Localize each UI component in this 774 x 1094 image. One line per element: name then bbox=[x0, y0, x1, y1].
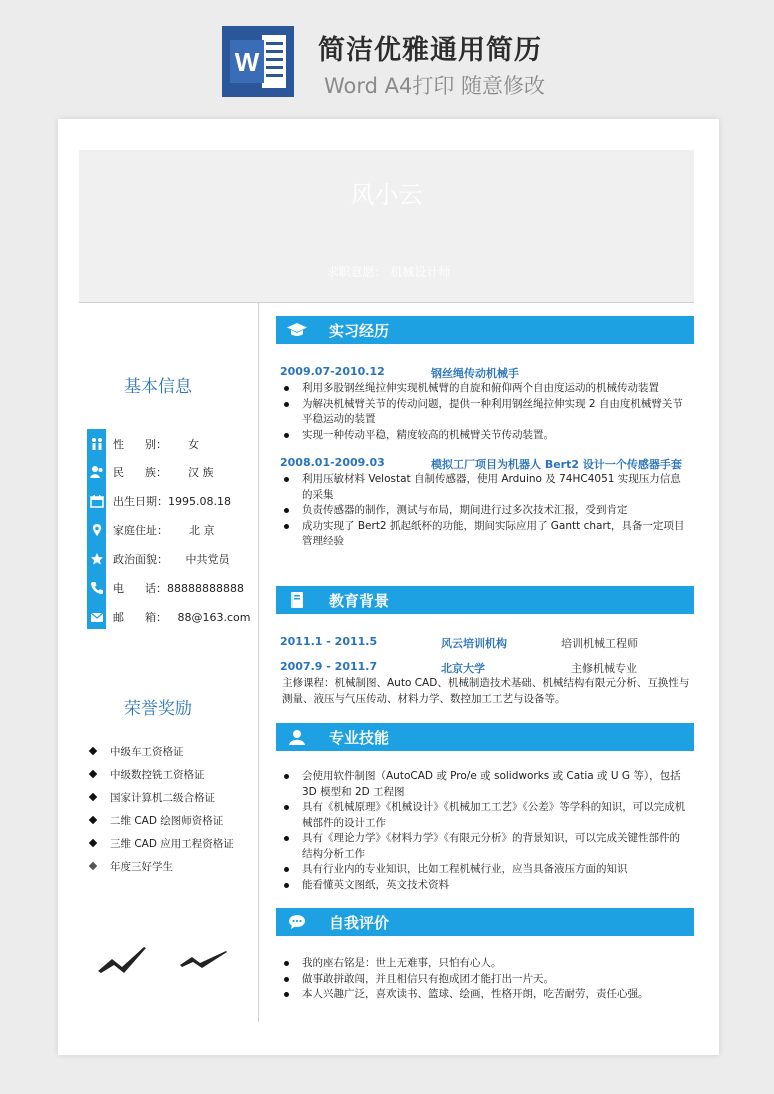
user-icon bbox=[286, 727, 308, 747]
list-item: 为解决机械臂关节的传动问题，提供一种利用钢丝绳拉伸实现 2 自由度机械臂关节平稳运动的装置 bbox=[282, 397, 687, 428]
info-birthdate: 出生日期：1995.08.18 bbox=[113, 495, 231, 508]
education-1-period: 2011.1 - 2011.5 bbox=[280, 635, 378, 648]
column-divider bbox=[258, 302, 259, 1022]
phone-icon bbox=[87, 578, 106, 598]
list-item: 做事敢拼敢闯，并且相信只有抱成团才能打出一片天。 bbox=[282, 972, 687, 988]
honor-item: 中级车工资格证 bbox=[90, 745, 234, 768]
section-education-title: 教育背景 bbox=[329, 592, 390, 610]
internship-1-project: 钢丝绳传动机械手 bbox=[431, 367, 519, 380]
list-item: 本人兴趣广泛，喜欢读书、篮球、绘画，性格开朗，吃苦耐劳，责任心强。 bbox=[282, 987, 687, 1003]
list-item: 会使用软件制图（AutoCAD 或 Pro/e 或 solidworks 或 Catia 或 U G 等），包括 3D 模型和 2D 工程图 bbox=[282, 769, 687, 800]
section-education bbox=[276, 586, 694, 614]
internship-2-project: 模拟工厂项目为机器人 Bert2 设计一个传感器手套 bbox=[431, 458, 682, 471]
skills-bullets bbox=[282, 769, 687, 893]
list-item: 具有行业内的专业知识，比如工程机械行业，应当具备液压方面的知识 bbox=[282, 862, 687, 878]
education-courses: 主修课程：机械制图、Auto CAD、机械制造技术基础、机械结构有限元分析、互换性与测量、液压与气压传动、材料力学、数控加工工艺与设备等。 bbox=[282, 677, 690, 705]
info-address: 家庭住址： 北 京 bbox=[113, 524, 215, 537]
education-2-major: 主修机械专业 bbox=[571, 662, 637, 675]
mail-icon bbox=[87, 607, 106, 627]
section-skills-title: 专业技能 bbox=[329, 729, 390, 747]
candidate-name: 风小云 bbox=[350, 181, 423, 209]
calendar-icon bbox=[87, 491, 106, 511]
banner-subtitle: Word A4打印 随意修改 bbox=[324, 74, 546, 98]
basic-info-title: 基本信息 bbox=[124, 377, 192, 397]
honor-item: 二维 CAD 绘图师资格证 bbox=[90, 814, 234, 837]
education-1-school: 风云培训机构 bbox=[441, 637, 507, 650]
book-icon bbox=[286, 590, 308, 610]
job-intent bbox=[79, 263, 694, 280]
resume-header bbox=[79, 150, 694, 303]
list-item: 利用压敏材料 Velostat 自制传感器，使用 Arduino 及 74HC4051 实现压力信息的采集 bbox=[282, 472, 687, 503]
resume-page bbox=[58, 119, 719, 1055]
section-evaluation-title: 自我评价 bbox=[329, 914, 390, 932]
list-item: 具有《理论力学》《材料力学》《有限元分析》的背景知识，可以完成关键性部件的结构分析工作 bbox=[282, 831, 687, 862]
list-item: 负责传感器的制作，测试与布局，期间进行过多次技术汇报，受到肯定 bbox=[282, 503, 687, 519]
honors-list bbox=[90, 745, 234, 883]
ethnicity-icon bbox=[87, 462, 106, 482]
info-phone: 电 话：88888888888 bbox=[113, 582, 244, 595]
education-2-period: 2007.9 - 2011.7 bbox=[280, 660, 378, 673]
graduation-cap-icon bbox=[286, 320, 308, 340]
internship-1-bullets bbox=[282, 381, 687, 443]
svg-text:W: W bbox=[234, 47, 260, 77]
section-internship-title: 实习经历 bbox=[329, 322, 390, 340]
honors-title: 荣誉奖励 bbox=[124, 699, 192, 719]
honor-item: 三维 CAD 应用工程资格证 bbox=[90, 837, 234, 860]
list-item: 成功实现了 Bert2 抓起纸杯的功能，期间实际应用了 Gantt chart，具备一定项目管理经验 bbox=[282, 519, 687, 550]
banner bbox=[0, 0, 774, 110]
info-email: 邮 箱： 88@163.com bbox=[113, 611, 251, 624]
politics-icon bbox=[87, 549, 106, 569]
location-icon bbox=[87, 520, 106, 540]
info-politics: 政治面貌： 中共党员 bbox=[113, 553, 230, 566]
evaluation-bullets bbox=[282, 956, 687, 1003]
info-ethnicity: 民 族： 汉 族 bbox=[113, 466, 214, 479]
list-item: 实现一种传动平稳，精度较高的机械臂关节传动装置。 bbox=[282, 428, 687, 444]
list-item: 我的座右铭是：世上无难事，只怕有心人。 bbox=[282, 956, 687, 972]
education-1-major: 培训机械工程师 bbox=[561, 637, 638, 650]
info-gender: 性 别： 女 bbox=[113, 438, 199, 451]
chat-bubble-icon bbox=[286, 912, 308, 932]
honor-item: 中级数控铣工资格证 bbox=[90, 768, 234, 791]
gender-icon bbox=[87, 434, 106, 454]
section-internship bbox=[276, 316, 694, 344]
banner-title: 简洁优雅通用简历 bbox=[318, 35, 542, 66]
section-skills bbox=[276, 723, 694, 751]
job-intent-label: 求职意愿： bbox=[326, 265, 387, 279]
internship-1-period: 2009.07-2010.12 bbox=[280, 365, 385, 378]
list-item: 能看懂英文图纸，英文技术资料 bbox=[282, 878, 687, 894]
education-2-school: 北京大学 bbox=[441, 662, 485, 675]
internship-2-bullets bbox=[282, 472, 687, 550]
word-icon bbox=[222, 26, 294, 97]
list-item: 利用多股钢丝绳拉伸实现机械臂的自旋和俯仰两个自由度运动的机械传动装置 bbox=[282, 381, 687, 397]
birds-decoration bbox=[96, 939, 236, 979]
section-evaluation bbox=[276, 908, 694, 936]
list-item: 具有《机械原理》《机械设计》《机械加工工艺》《公差》等学科的知识，可以完成机械部件的设计工作 bbox=[282, 800, 687, 831]
internship-2-period: 2008.01-2009.03 bbox=[280, 456, 385, 469]
honor-item: 国家计算机二级合格证 bbox=[90, 791, 234, 814]
honor-item: 年度三好学生 bbox=[90, 860, 234, 883]
job-intent-value: 机械设计师 bbox=[390, 265, 451, 279]
